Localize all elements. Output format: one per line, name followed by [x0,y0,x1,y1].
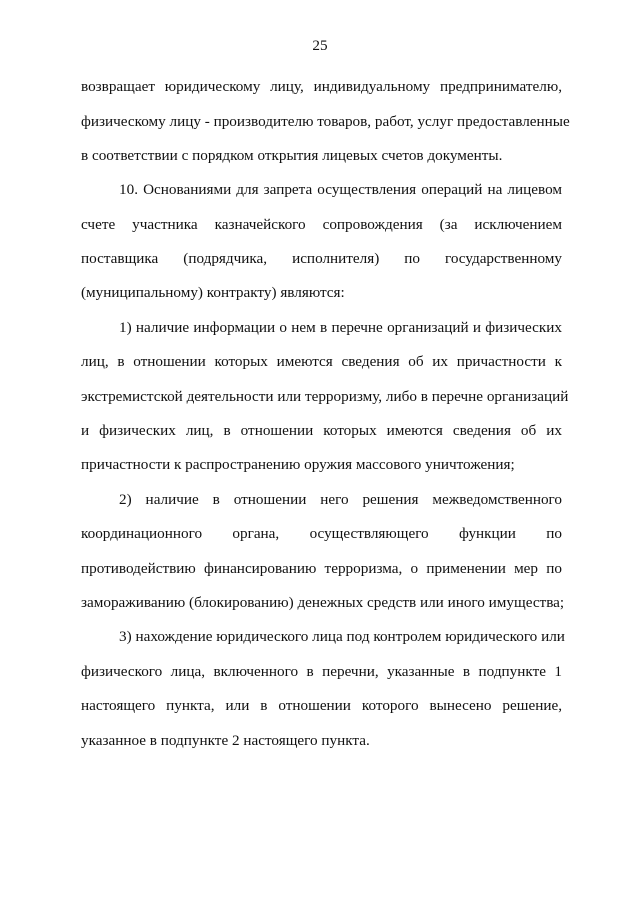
text-line: 2) наличие в отношении него решения межведомственного [119,491,562,508]
text-line: физического лица, включенного в перечни, указанные в подпункте 1 [81,663,562,680]
text-line: возвращает юридическому лицу, индивидуальному предпринимателю, [81,78,562,95]
text-line: настоящего пункта, или в отношении которого вынесено решение, [81,697,562,714]
text-line: 3) нахождение юридического лица под контролем юридического или [119,628,565,645]
text-line: физическому лицу - производителю товаров, работ, услуг предоставленные [81,113,570,130]
page-number: 25 [312,37,328,54]
text-line: в соответствии с порядком открытия лицевых счетов документы. [81,147,503,164]
text-line: и физических лиц, в отношении которых имеются сведения об их [81,422,562,439]
text-line: координационного органа, осуществляющего функции по [81,525,562,542]
text-line: 1) наличие информации о нем в перечне организаций и физических [119,319,562,336]
text-line: 10. Основаниями для запрета осуществления операций на лицевом [119,181,562,198]
text-line: экстремистской деятельности или терроризму, либо в перечне организаций [81,388,569,405]
text-line: счете участника казначейского сопровождения (за исключением [81,216,562,233]
text-line: причастности к распространению оружия массового уничтожения; [81,456,515,473]
text-line: лиц, в отношении которых имеются сведения об их причастности к [81,353,562,370]
text-line: замораживанию (блокированию) денежных средств или иного имущества; [81,594,565,611]
text-line: противодействию финансированию терроризма, о применении мер по [81,560,562,577]
text-line: указанное в подпункте 2 настоящего пункта. [81,732,370,749]
text-line: поставщика (подрядчика, исполнителя) по государственному [81,250,562,267]
text-line: (муниципальному) контракту) являются: [81,284,345,301]
